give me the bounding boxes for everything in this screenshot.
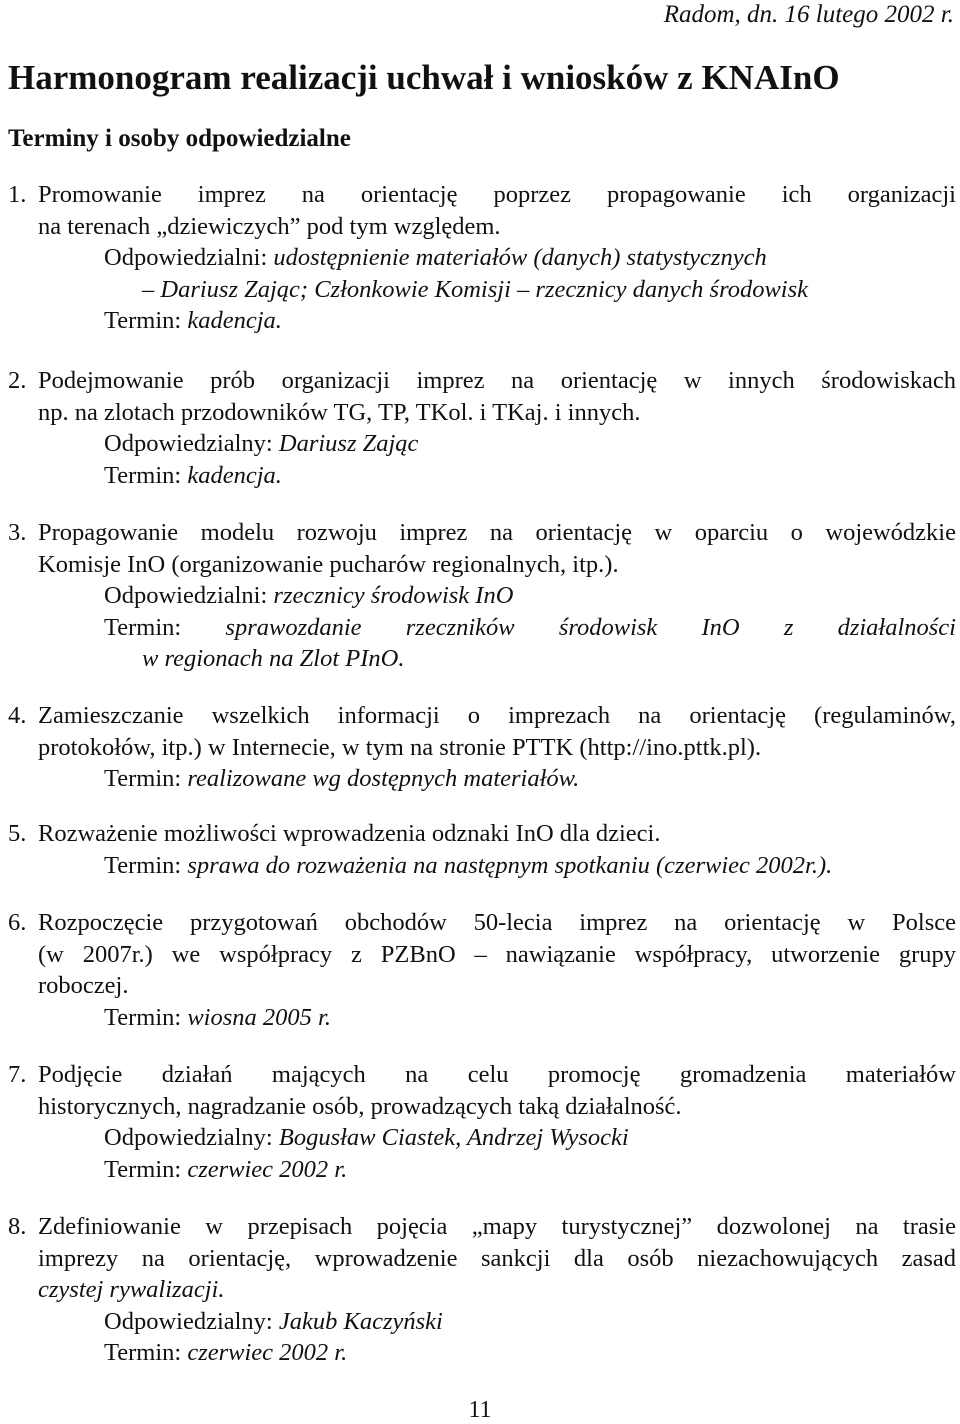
item-text: Zdefiniowanie w przepisach pojęcia „mapy turystycznej” dozwolonej na trasie imprezy na orientację, wprowadzenie sankcji dla osób niezachowujących zasad czystej rywalizacji. bbox=[38, 1213, 956, 1303]
item-number: 2. bbox=[8, 367, 27, 394]
document-subtitle: Terminy i osoby odpowiedzialne bbox=[8, 125, 351, 152]
list-item bbox=[0, 1059, 960, 1185]
list-item bbox=[0, 700, 960, 795]
list-item bbox=[0, 517, 960, 675]
item-number: 4. bbox=[8, 702, 27, 729]
item-text: Rozpoczęcie przygotowań obchodów 50-lecia imprez na orientację w Polsce (w 2007r.) we współpracy z PZBnO – nawiązanie współpracy, utworzenie grupy roboczej. bbox=[38, 909, 956, 999]
item-number: 3. bbox=[8, 519, 27, 546]
item-term: Termin: wiosna 2005 r. bbox=[104, 1003, 331, 1031]
item-term: Termin: kadencja. bbox=[104, 307, 282, 334]
item-text: Promowanie imprez na orientację poprzez propagowanie ich organizacji na terenach „dziewiczych” pod tym względem. bbox=[38, 181, 956, 240]
item-text: Podjęcie działań mających na celu promocję gromadzenia materiałów historycznych, nagradzanie osób, prowadzących taką działalność. bbox=[38, 1061, 956, 1120]
item-text: Propagowanie modelu rozwoju imprez na orientację w oparciu o wojewódzkie Komisje InO (organizowanie pucharów regionalnych, itp.). bbox=[38, 519, 956, 578]
item-text: Zamieszczanie wszelkich informacji o imprezach na orientację (regulaminów, protokołów, itp.) w Internecie, w tym na stronie PTTK (http://ino.pttk.pl). bbox=[38, 702, 956, 761]
item-responsible: Odpowiedzialny: Dariusz Zając bbox=[104, 430, 419, 457]
item-number: 6. bbox=[8, 909, 27, 936]
item-responsible: Odpowiedzialny: Jakub Kaczyński bbox=[104, 1307, 443, 1335]
list-item bbox=[0, 365, 960, 491]
document-title: Harmonogram realizacji uchwał i wniosków z KNAInO bbox=[8, 58, 840, 97]
list-item bbox=[0, 907, 960, 1033]
item-term-cont: w regionach na Zlot PInO. bbox=[142, 645, 405, 672]
item-responsible: Odpowiedzialni: rzecznicy środowisk InO bbox=[104, 582, 514, 609]
list-item bbox=[0, 179, 960, 337]
item-number: 7. bbox=[8, 1061, 27, 1088]
item-responsible: Odpowiedzialni: udostępnienie materiałów (danych) statystycznych bbox=[104, 244, 767, 271]
item-term: Termin: sprawozdanie rzeczników środowisk InO z działalności bbox=[104, 613, 956, 641]
item-term: Termin: czerwiec 2002 r. bbox=[104, 1339, 348, 1366]
item-responsible: Odpowiedzialny: Bogusław Ciastek, Andrzej Wysocki bbox=[104, 1124, 629, 1151]
list-item bbox=[0, 818, 960, 881]
list-item bbox=[0, 1211, 960, 1369]
item-responsible-cont: – Dariusz Zając; Członkowie Komisji – rzecznicy danych środowisk bbox=[142, 275, 809, 303]
item-number: 5. bbox=[8, 820, 27, 847]
item-text: Podejmowanie prób organizacji imprez na orientację w innych środowiskach np. na zlotach przodowników TG, TP, TKol. i TKaj. i innych. bbox=[38, 367, 956, 426]
item-term: Termin: sprawa do rozważenia na następnym spotkaniu (czerwiec 2002r.). bbox=[104, 851, 833, 879]
item-term: Termin: realizowane wg dostępnych materiałów. bbox=[104, 765, 580, 792]
item-number: 8. bbox=[8, 1213, 27, 1240]
item-text: Rozważenie możliwości wprowadzenia odznaki InO dla dzieci. bbox=[38, 820, 661, 847]
item-term: Termin: kadencja. bbox=[104, 461, 282, 489]
item-number: 1. bbox=[8, 181, 27, 208]
page-number: 11 bbox=[468, 1397, 492, 1423]
item-term: Termin: czerwiec 2002 r. bbox=[104, 1155, 348, 1183]
document-date: Radom, dn. 16 lutego 2002 r. bbox=[663, 1, 954, 28]
